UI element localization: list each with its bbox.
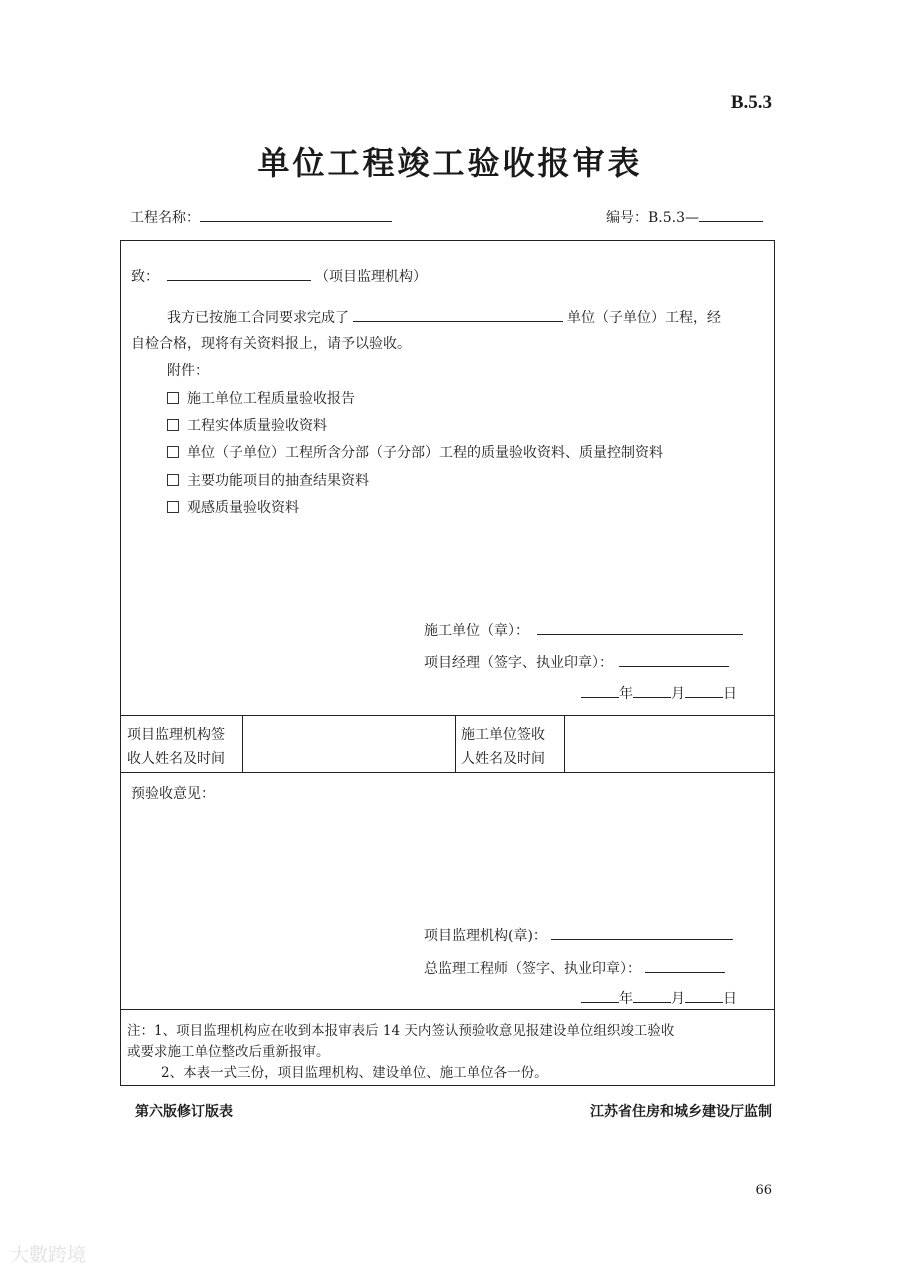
date-line: 年 月 日 [581, 683, 737, 703]
project-manager-blank[interactable] [619, 652, 729, 667]
divider [121, 1009, 774, 1010]
approval-form [120, 240, 775, 1086]
form-number-label: 编号：B.5.3— [606, 210, 700, 226]
date-line: 年 月 日 [581, 988, 737, 1008]
body-line-1: 我方已按施工合同要求完成了 单位（子单位）工程，经 [167, 307, 721, 327]
attachments-label: 附件： [167, 363, 209, 379]
project-manager-line: 项目经理（签字、执业印章）： [424, 652, 729, 672]
body-line-2: 自检合格，现将有关资料报上，请予以验收。 [131, 336, 411, 352]
page-title: 单位工程竣工验收报审表 [257, 144, 643, 182]
supervisor-receipt-label: 项目监理机构签 收人姓名及时间 [127, 727, 225, 767]
divider [455, 715, 456, 772]
checkbox[interactable] [167, 446, 179, 458]
chief-engineer-blank[interactable] [645, 958, 725, 973]
contractor-receipt-cell[interactable] [565, 716, 773, 772]
contractor-seal-blank[interactable] [537, 620, 743, 635]
watermark: 大數跨境 [10, 1244, 87, 1266]
checkbox[interactable] [167, 474, 179, 486]
form-number-field [606, 207, 763, 227]
attachment-item: 工程实体质量验收资料 [167, 415, 327, 435]
attachment-item: 主要功能项目的抽查结果资料 [167, 470, 369, 490]
project-name-field [130, 207, 392, 227]
org-suffix: （项目监理机构） [315, 269, 427, 285]
chief-engineer-line: 总监理工程师（签字、执业印章）： [424, 958, 725, 978]
checkbox[interactable] [167, 501, 179, 513]
checkbox[interactable] [167, 419, 179, 431]
attachment-item: 施工单位工程质量验收报告 [167, 388, 355, 408]
footer-issuer: 江苏省住房和城乡建设厅监制 [590, 1104, 772, 1120]
divider [121, 772, 774, 773]
note-line-3: 2、本表一式三份，项目监理机构、建设单位、施工单位各一份。 [161, 1065, 548, 1081]
project-name-label: 工程名称： [130, 210, 200, 226]
contractor-receipt-label: 施工单位签收 人姓名及时间 [461, 727, 545, 767]
recipient-blank[interactable] [167, 266, 311, 281]
form-number-blank[interactable] [699, 207, 763, 222]
to-label: 致： [131, 269, 159, 285]
note-line-2: 或要求施工单位整改后重新报审。 [127, 1044, 330, 1060]
project-name-blank[interactable] [200, 207, 392, 222]
supervisor-receipt-cell[interactable] [243, 716, 455, 772]
form-code: B.5.3 [730, 92, 772, 113]
page-number: 66 [755, 1183, 772, 1198]
supervision-seal-line: 项目监理机构(章)： [424, 925, 733, 945]
attachment-item: 观感质量验收资料 [167, 497, 299, 517]
supervision-seal-blank[interactable] [551, 925, 733, 940]
contractor-seal-line: 施工单位（章）： [424, 620, 743, 640]
note-line-1: 注：1、项目监理机构应在收到本报审表后 14 天内签认预验收意见报建设单位组织竣工验收 [127, 1023, 675, 1039]
checkbox[interactable] [167, 392, 179, 404]
attachment-item: 单位（子单位）工程所含分部（子分部）工程的质量验收资料、质量控制资料 [167, 442, 663, 462]
recipient-line [131, 266, 427, 286]
unit-project-blank[interactable] [353, 307, 563, 322]
footer-edition: 第六版修订版表 [135, 1104, 233, 1120]
pre-acceptance-label: 预验收意见： [131, 786, 215, 802]
